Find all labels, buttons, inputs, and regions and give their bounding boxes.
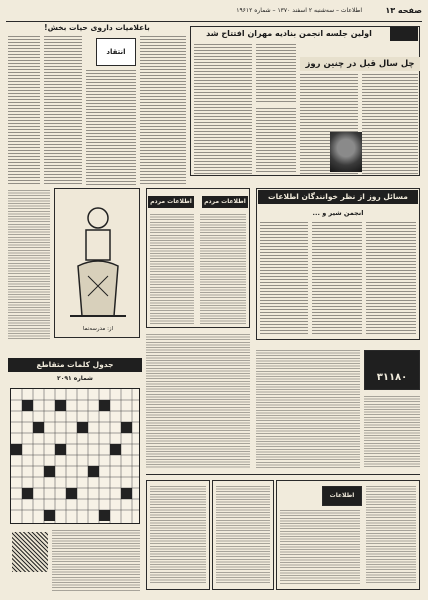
text-column [140, 36, 186, 186]
people-label-1: اطلاعات مردم [148, 196, 194, 208]
ads-rule [146, 474, 420, 475]
notice-list [150, 214, 194, 324]
cartoon-caption: از: مدرسه‌نما [82, 326, 114, 332]
crossword-clues [52, 530, 140, 592]
text-column [256, 44, 296, 104]
date-line: اطلاعات – سه‌شنبه ۲ اسفند ۱۳۷۰ – شماره ۱۹۶۱۲ [236, 7, 362, 14]
top-left-subhead: چل سال قبل در چنین روز [300, 57, 420, 71]
ad-text [150, 486, 206, 584]
text-column [86, 70, 136, 186]
text-column [362, 74, 418, 174]
ad-text [216, 486, 270, 584]
text-column [366, 222, 416, 336]
notice-column [256, 350, 360, 468]
top-left-headline: اولین جلسه انجمن بنادیه مهران افتتاح شد [206, 29, 372, 38]
crossword-lines [11, 389, 139, 523]
middle-subhead: انجمن شیر و ... [312, 209, 364, 217]
text-column [312, 222, 362, 336]
text-column [8, 36, 40, 186]
phone-number: ۳۱۱۸۰ [376, 372, 408, 383]
crossword-number: شماره ۲۰۹۱ [57, 375, 93, 382]
page-label: صفحه ۱۳ [385, 6, 422, 15]
text-column [256, 108, 296, 174]
text-column [260, 222, 308, 336]
crossword-solution-thumb [12, 532, 48, 572]
top-right-headline: باعلامیات دارو‌ی حیات بخش! [44, 23, 150, 32]
masthead [6, 6, 422, 20]
logo-badge [390, 27, 418, 41]
text-column [194, 44, 252, 174]
notices-logo-text: اطلاعات [329, 492, 355, 499]
cartoon-text [8, 190, 50, 340]
text-column [44, 36, 82, 186]
ad-text [366, 486, 416, 584]
crossword-grid [10, 388, 140, 524]
side-notices [364, 396, 420, 468]
notice-column [146, 334, 250, 468]
middle-banner: مسائل روز از نظر خوانندگان اطلاعات [258, 190, 418, 204]
people-label-2: اطلاعات مردم [202, 196, 248, 208]
ad-text [280, 510, 360, 584]
portrait-photo [330, 132, 362, 172]
cartoon-drawing [58, 196, 138, 330]
column-tag: انتقاد [106, 48, 126, 56]
crossword-title: جدول کلمات متقاطع [8, 358, 142, 372]
notice-list [200, 214, 246, 324]
